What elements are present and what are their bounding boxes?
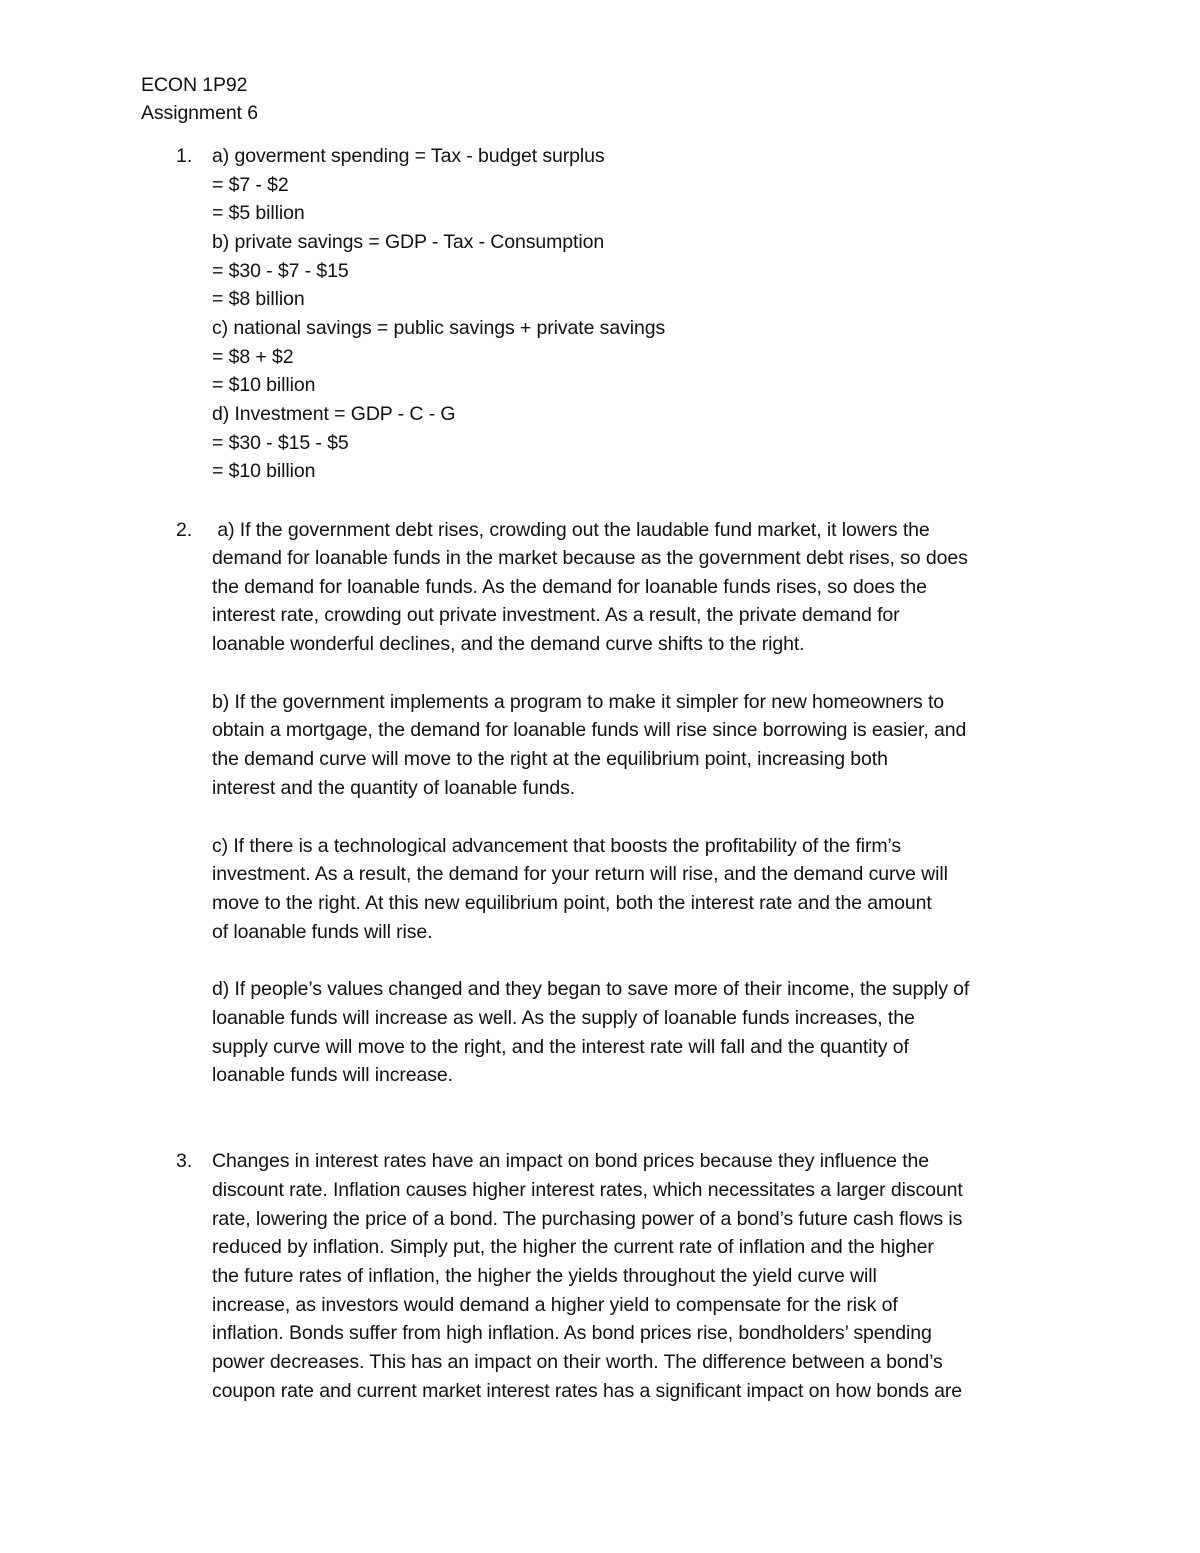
q1-line: = $7 - $2 <box>212 174 289 196</box>
q3-line: the future rates of inflation, the higher the yields throughout the yield curve will <box>212 1265 877 1287</box>
q2d-line: supply curve will move to the right, and the interest rate will fall and the quantity of <box>212 1036 909 1058</box>
q1-line: c) national savings = public savings + private savings <box>212 317 666 339</box>
q2c-line: of loanable funds will rise. <box>212 921 433 943</box>
q1-line: = $10 billion <box>212 374 316 396</box>
q2a-line: loanable wonderful declines, and the demand curve shifts to the right. <box>212 633 805 655</box>
q2-number: 2. <box>176 519 193 541</box>
course-code: ECON 1P92 <box>141 74 248 96</box>
q1-line: = $10 billion <box>212 460 316 482</box>
q2c-line: move to the right. At this new equilibrium point, both the interest rate and the amount <box>212 892 932 914</box>
q1-line: = $8 + $2 <box>212 346 294 368</box>
q2a-line: interest rate, crowding out private investment. As a result, the private demand for <box>212 604 900 626</box>
q3-line: increase, as investors would demand a higher yield to compensate for the risk of <box>212 1294 898 1316</box>
q2c-line: c) If there is a technological advancement that boosts the profitability of the firm’s <box>212 835 902 857</box>
q2b-line: b) If the government implements a program to make it simpler for new homeowners to <box>212 691 945 713</box>
q3-line: rate, lowering the price of a bond. The purchasing power of a bond’s future cash flows is <box>212 1208 963 1230</box>
q2d-line: loanable funds will increase. <box>212 1064 453 1086</box>
q3-line: discount rate. Inflation causes higher interest rates, which necessitates a larger discount <box>212 1179 963 1201</box>
q1-line: = $30 - $15 - $5 <box>212 432 349 454</box>
q2b-line: the demand curve will move to the right at the equilibrium point, increasing both <box>212 748 888 770</box>
q1-line: = $5 billion <box>212 202 305 224</box>
q3-line: coupon rate and current market interest rates has a significant impact on how bonds are <box>212 1380 963 1402</box>
q1-line: b) private savings = GDP - Tax - Consumption <box>212 231 605 253</box>
q2b-line: obtain a mortgage, the demand for loanable funds will rise since borrowing is easier, and <box>212 719 967 741</box>
q1-line: d) Investment = GDP - C - G <box>212 403 456 425</box>
q2a-line: the demand for loanable funds. As the demand for loanable funds rises, so does the <box>212 576 927 598</box>
q1-line: = $8 billion <box>212 288 305 310</box>
q2a-line: demand for loanable funds in the market because as the government debt rises, so does <box>212 547 968 569</box>
q3-line: power decreases. This has an impact on their worth. The difference between a bond’s <box>212 1351 943 1373</box>
q3-line: inflation. Bonds suffer from high inflation. As bond prices rise, bondholders’ spending <box>212 1322 932 1344</box>
q1-line: = $30 - $7 - $15 <box>212 260 349 282</box>
q2a-line: a) If the government debt rises, crowding out the laudable fund market, it lowers the <box>212 519 930 541</box>
q3-number: 3. <box>176 1150 193 1172</box>
q2c-line: investment. As a result, the demand for your return will rise, and the demand curve will <box>212 863 948 885</box>
q1-line: a) goverment spending = Tax - budget surplus <box>212 145 605 167</box>
q3-line: Changes in interest rates have an impact on bond prices because they influence the <box>212 1150 930 1172</box>
q2d-line: loanable funds will increase as well. As the supply of loanable funds increases, the <box>212 1007 915 1029</box>
assignment-title: Assignment 6 <box>141 102 258 124</box>
q3-line: reduced by inflation. Simply put, the higher the current rate of inflation and the higher <box>212 1236 934 1258</box>
q2d-line: d) If people’s values changed and they began to save more of their income, the supply of <box>212 978 970 1000</box>
q1-number: 1. <box>176 145 193 167</box>
q2b-line: interest and the quantity of loanable funds. <box>212 777 576 799</box>
